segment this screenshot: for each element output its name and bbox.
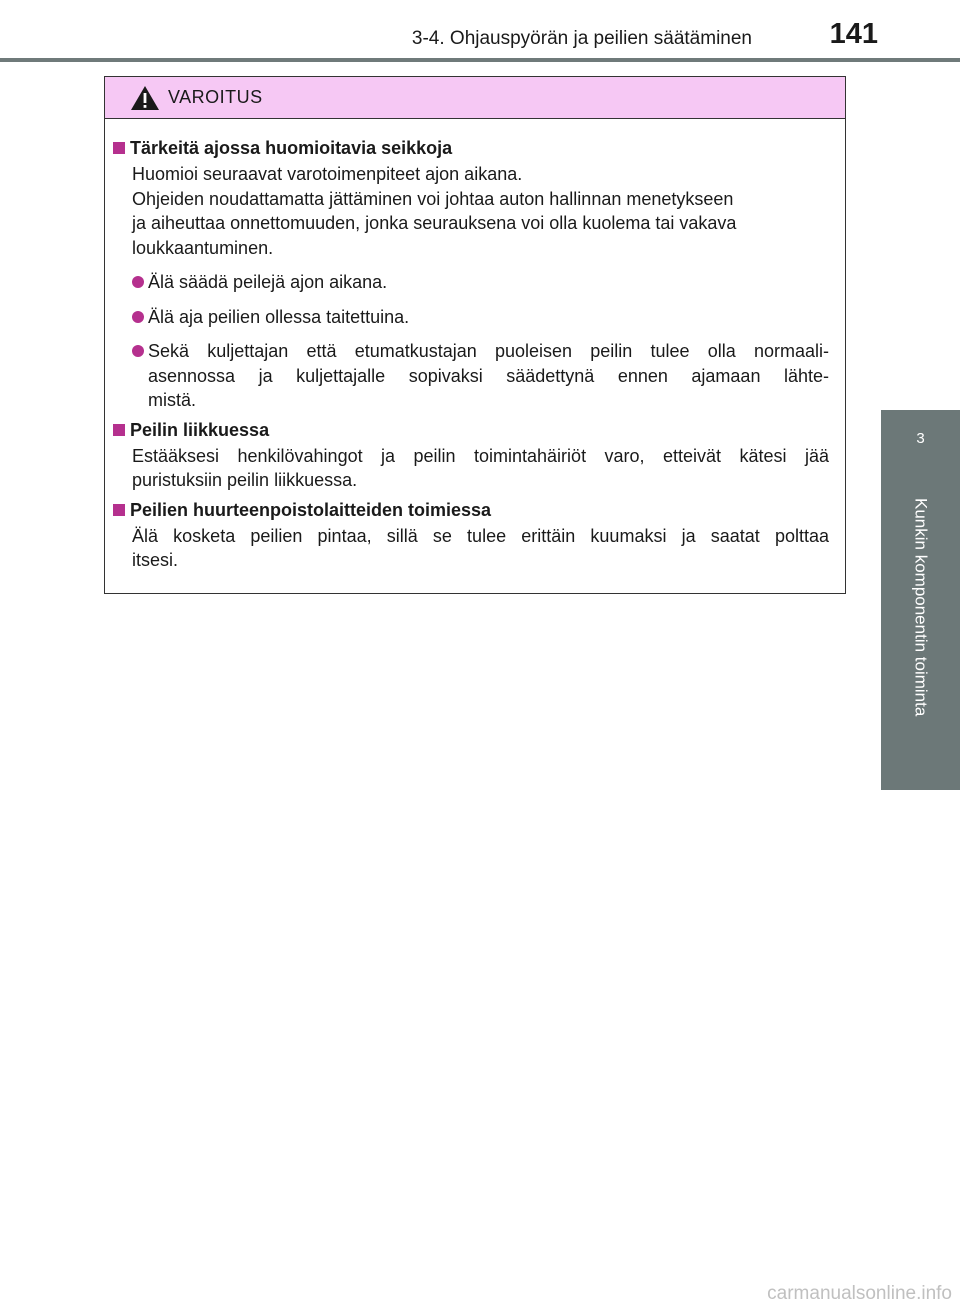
list-item-text: Älä aja peilien ollessa taitettuina.: [148, 306, 410, 327]
warning-body: [105, 119, 845, 573]
warning-triangle-icon: [130, 85, 160, 111]
section-paragraph: [132, 524, 829, 573]
list-item-text: Älä säädä peilejä ajon aikana.: [148, 272, 388, 292]
paragraph-line: Huomioi seuraavat varotoimenpiteet ajon aikana.: [132, 164, 523, 184]
round-bullet-icon: [132, 311, 144, 323]
paragraph-line: Älä kosketa peilien pintaa, sillä se tulee erittäin kuumaksi ja saatat polttaa: [132, 525, 829, 546]
paragraph-line: loukkaantuminen.: [132, 237, 274, 258]
paragraph-line: Ohjeiden noudattamatta jättäminen voi johtaa auton hallinnan menetykseen: [132, 188, 734, 209]
round-bullet-icon: [132, 276, 144, 288]
warning-label: VAROITUS: [168, 87, 263, 107]
section-heading: [113, 136, 829, 160]
chapter-tab: [881, 410, 960, 790]
paragraph-line: Estääksesi henkilövahingot ja peilin toimintahäiriöt varo, etteivät kätesi jää: [132, 445, 829, 466]
section-paragraph: [132, 162, 829, 260]
paragraph-line: ja aiheuttaa onnettomuuden, jonka seurauksena voi olla kuolema tai vakava: [132, 213, 737, 233]
section-heading: [113, 498, 829, 522]
section-heading: [113, 418, 829, 442]
section-paragraph: [132, 444, 829, 493]
section-heading-text: Peilien huurteenpoistolaitteiden toimiessa: [130, 499, 492, 520]
list-item: [132, 270, 829, 295]
list-item: [132, 339, 829, 413]
page-number: 141: [829, 18, 878, 50]
header-rule: [0, 58, 960, 62]
round-bullet-icon: [132, 345, 144, 357]
list-item: [132, 305, 829, 330]
list-item-text: [148, 339, 829, 413]
chapter-number: 3: [916, 430, 925, 447]
square-bullet-icon: [113, 142, 125, 154]
warning-box: [104, 76, 846, 594]
watermark: carmanualsonline.info: [767, 1283, 952, 1304]
list-item-line: asennossa ja kuljettajalle sopivaksi säädettynä ennen ajamaan lähte-: [148, 365, 829, 386]
page-header: [0, 0, 960, 62]
paragraph-line: puristuksiin peilin liikkuessa.: [132, 470, 358, 490]
chapter-label: Kunkin komponentin toiminta: [911, 498, 931, 717]
section-heading-text: Tärkeitä ajossa huomioitavia seikkoja: [130, 138, 453, 158]
section-title: 3-4. Ohjauspyörän ja peilien säätäminen: [411, 28, 752, 49]
square-bullet-icon: [113, 424, 125, 436]
square-bullet-icon: [113, 504, 125, 516]
chapter-label-wrap: [881, 498, 960, 768]
list-item-line: Sekä kuljettajan että etumatkustajan puoleisen peilin tulee olla normaali-: [148, 341, 829, 361]
warning-header: [105, 77, 845, 119]
section-heading-text: Peilin liikkuessa: [130, 419, 270, 440]
list-item-line: mistä.: [148, 390, 197, 410]
paragraph-line: itsesi.: [132, 550, 179, 570]
